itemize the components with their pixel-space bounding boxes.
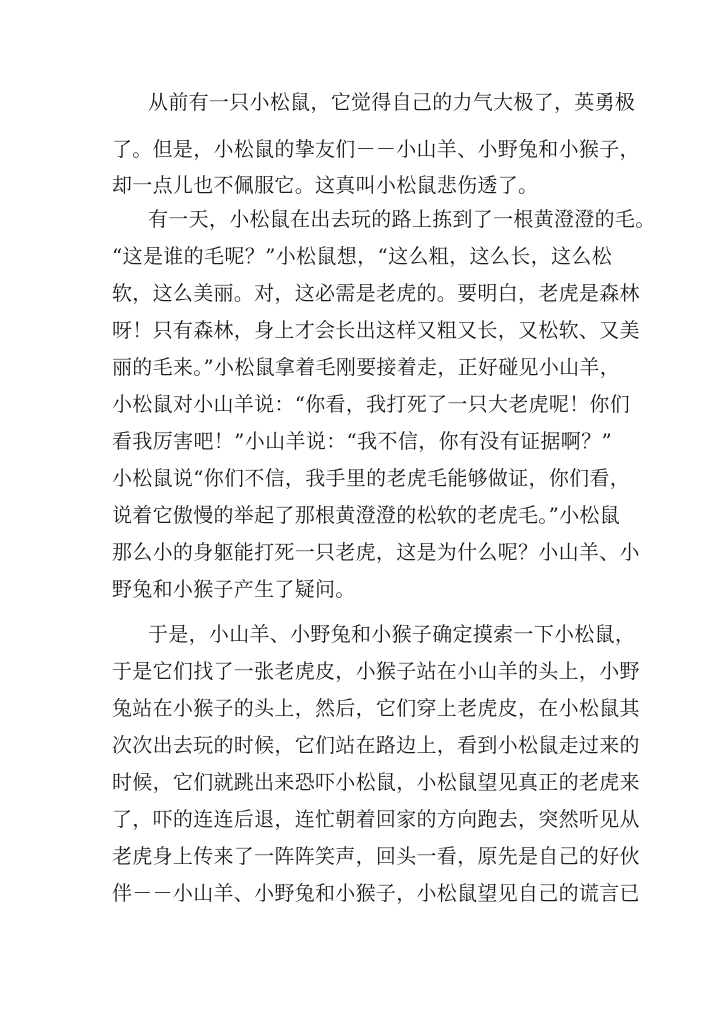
text-line: 软，这么美丽。对，这必需是老虎的。要明白，老虎是森林	[112, 281, 640, 305]
text-line: 兔站在小猴子的头上，然后，它们穿上老虎皮，在小松鼠其	[112, 696, 640, 720]
text-line: 从前有一只小松鼠，它觉得自己的力气大极了，英勇极	[148, 90, 636, 114]
text-line: 时候，它们就跳出来恐吓小松鼠，小松鼠望见真正的老虎来	[112, 770, 640, 794]
text-line: 了，吓的连连后退，连忙朝着回家的方向跑去，突然听见从	[112, 807, 640, 831]
text-line: 小松鼠说“你们不信，我手里的老虎毛能够做证，你们看，	[112, 466, 631, 490]
text-line: 次次出去玩的时候，它们站在路边上，看到小松鼠走过来的	[112, 733, 640, 757]
text-line: 丽的毛来。”小松鼠拿着毛刚要接着走，正好碰见小山羊，	[112, 355, 621, 379]
text-line: 野兔和小猴子产生了疑问。	[112, 577, 356, 601]
text-line: 小松鼠对小山羊说：“你看，我打死了一只大老虎呢！你们	[112, 392, 631, 416]
text-line: 于是，小山羊、小野兔和小猴子确定摸索一下小松鼠，	[148, 622, 636, 646]
text-line: 说着它傲慢的举起了那根黄澄澄的松软的老虎毛。”小松鼠	[112, 503, 621, 527]
text-line: 伴－－小山羊、小野兔和小猴子，小松鼠望见自己的谎言已	[112, 881, 640, 905]
text-line: 了。但是，小松鼠的挚友们－－小山羊、小野兔和小猴子，	[112, 137, 640, 161]
text-line: 呀！只有森林，身上才会长出这样又粗又长，又松软、又美	[112, 318, 640, 342]
text-line: “这是谁的毛呢？”小松鼠想，“这么粗，这么长，这么松	[112, 244, 612, 268]
text-line: 看我厉害吧！”小山羊说：“我不信，你有没有证据啊？”	[112, 429, 612, 453]
text-line: 那么小的身躯能打死一只老虎，这是为什么呢？小山羊、小	[112, 540, 640, 564]
text-line: 于是它们找了一张老虎皮，小猴子站在小山羊的头上，小野	[112, 659, 640, 683]
text-line: 老虎身上传来了一阵阵笑声，回头一看，原先是自己的好伙	[112, 844, 640, 868]
text-line: 却一点儿也不佩服它。这真叫小松鼠悲伤透了。	[112, 173, 539, 197]
text-line: 有一天，小松鼠在出去玩的路上拣到了一根黄澄澄的毛。	[148, 207, 656, 231]
